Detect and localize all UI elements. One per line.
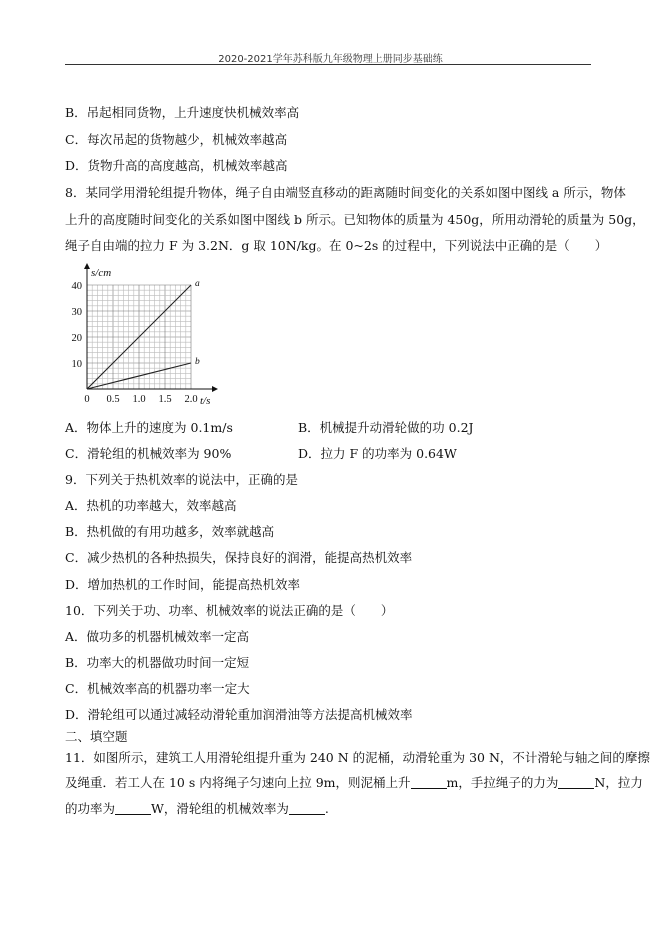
q10-stem: 10．下列关于功、功率、机械效率的说法正确的是（ ）: [65, 603, 394, 618]
q8-stem-line1: 8．某同学用滑轮组提升物体，绳子自由端竖直移动的距离随时间变化的关系如图中图线 a 所示，物体: [65, 185, 626, 200]
x-tick-label: 1.0: [132, 394, 146, 405]
q9-stem: 9．下列关于热机效率的说法中，正确的是: [65, 472, 298, 487]
header-divider: [65, 64, 591, 65]
y-axis-label: s/cm: [91, 267, 112, 279]
q11-text-b: m，手拉绳子的力为: [446, 775, 559, 790]
q10-option-d: D．滑轮组可以通过减轻动滑轮重加润滑油等方法提高机械效率: [65, 707, 413, 722]
y-tick-label: 40: [71, 281, 82, 292]
distance-time-chart: [60, 262, 220, 420]
q11-text-d: 的功率为: [65, 801, 116, 816]
x-tick-label: 0: [84, 394, 90, 405]
q8-option-b: B．机械提升动滑轮做的功 0.2J: [298, 420, 474, 435]
q11-text-a: 及绳重．若工人在 10 s 内将绳子匀速向上拉 9m，则泥桶上升: [65, 775, 411, 790]
q8-option-a: A．物体上升的速度为 0.1m/s: [65, 420, 233, 435]
q9-option-a: A．热机的功率越大，效率越高: [65, 498, 237, 513]
answer-blank-2[interactable]: [558, 776, 594, 789]
q11-stem-line1: 11．如图所示，建筑工人用滑轮组提升重为 240 N 的泥桶，动滑轮重为 30 N，不计滑轮与轴之间的摩擦: [65, 750, 650, 765]
series-label-b: b: [195, 357, 200, 367]
x-tick-label: 1.5: [158, 394, 172, 405]
q9-option-b: B．热机做的有用功越多，效率就越高: [65, 524, 275, 539]
q11-text-e: W，滑轮组的机械效率为: [151, 801, 289, 816]
q8-option-c: C．滑轮组的机械效率为 90%: [65, 446, 232, 461]
q11-text-f: .: [324, 801, 329, 816]
q11-stem-line2: [65, 775, 643, 791]
q7-option-c: C．每次吊起的货物越少，机械效率越高: [65, 132, 288, 147]
q9-option-d: D．增加热机的工作时间，能提高热机效率: [65, 577, 301, 592]
q8-stem-line2: 上升的高度随时间变化的关系如图中图线 b 所示。已知物体的质量为 450g，所用动滑轮的质量为 50g，: [65, 212, 645, 227]
q11-stem-line3: [65, 801, 329, 817]
x-tick-label: 2.0: [184, 394, 198, 405]
q8-option-d: D．拉力 F 的功率为 0.64W: [298, 446, 457, 461]
answer-blank-3[interactable]: [115, 802, 151, 815]
x-tick-label: 0.5: [106, 394, 120, 405]
q7-option-d: D．货物升高的高度越高，机械效率越高: [65, 158, 288, 173]
section-title: 二、填空题: [65, 729, 128, 744]
q11-text-c: N，拉力: [594, 775, 643, 790]
series-label-a: a: [195, 279, 200, 289]
x-axis-label: t/s: [200, 395, 211, 407]
q9-option-c: C．减少热机的各种热损失，保持良好的润滑，能提高热机效率: [65, 550, 413, 565]
q7-option-b: B．吊起相同货物，上升速度快机械效率高: [65, 105, 300, 120]
y-tick-label: 20: [71, 333, 82, 344]
q10-option-b: B．功率大的机器做功时间一定短: [65, 655, 250, 670]
q8-stem-line3: 绳子自由端的拉力 F 为 3.2N．g 取 10N/kg。在 0~2s 的过程中，下列说法中正确的是（ ）: [65, 238, 608, 253]
answer-blank-4[interactable]: [289, 802, 325, 815]
q10-option-c: C．机械效率高的机器功率一定大: [65, 681, 250, 696]
answer-blank-1[interactable]: [411, 776, 447, 789]
y-tick-label: 10: [71, 359, 82, 370]
page-header: 2020-2021学年苏科版九年级物理上册同步基础练: [218, 54, 443, 65]
q10-option-a: A．做功多的机器机械效率一定高: [65, 629, 250, 644]
y-tick-label: 30: [71, 307, 82, 318]
